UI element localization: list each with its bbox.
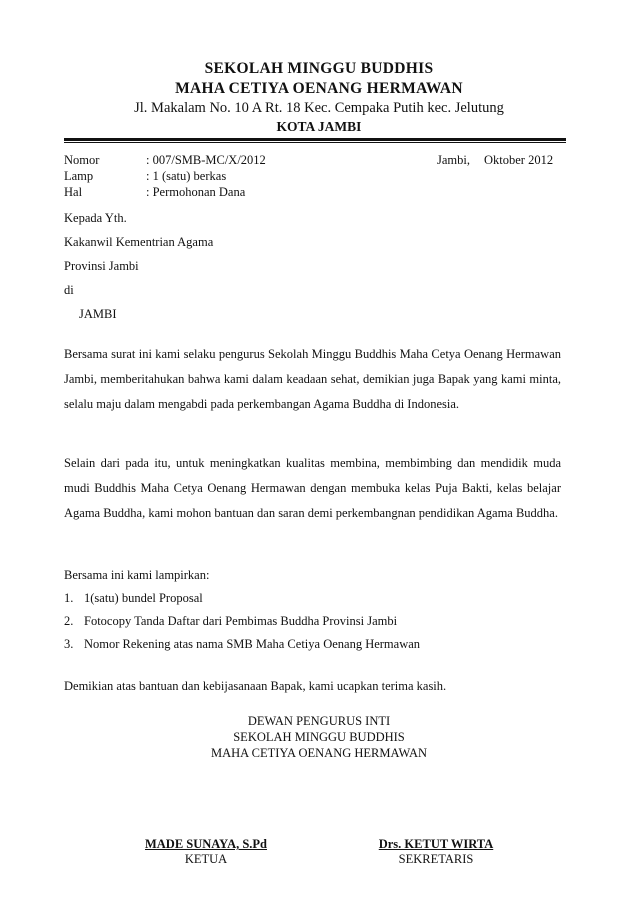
signatory-name: MADE SUNAYA, S.Pd bbox=[144, 837, 268, 851]
attachments-intro: Bersama ini kami lampirkan: bbox=[64, 568, 210, 582]
body-paragraph-1: Bersama surat ini kami selaku pengurus Sekolah Minggu Buddhis Maha Cetya Oenang Hermawan Jambi, memberitahukan bahwa kami dalam keadaan sehat, demikian juga Bapak yang kami minta, selalu maju dalam mengabdi pada perkembangan Agama Buddha di Indonesia. bbox=[64, 347, 561, 411]
attachment-text: 1(satu) bundel Proposal bbox=[84, 591, 203, 605]
letterhead-school: SEKOLAH MINGGU BUDDHIS bbox=[204, 60, 434, 77]
letterhead-temple: MAHA CETIYA OENANG HERMAWAN bbox=[175, 80, 463, 97]
signature-secretary bbox=[326, 837, 546, 867]
attachment-item bbox=[64, 614, 397, 629]
recipient-title: Kakanwil Kementrian Agama bbox=[64, 235, 214, 249]
signatory-role: SEKRETARIS bbox=[398, 852, 474, 866]
board-line-3: MAHA CETIYA OENANG HERMAWAN bbox=[210, 746, 427, 760]
attachment-text: Nomor Rekening atas nama SMB Maha Cetiya Oenang Hermawan bbox=[84, 637, 421, 651]
attachment-item bbox=[64, 591, 203, 606]
date-month-year: Oktober 2012 bbox=[483, 153, 554, 167]
signatory-role: KETUA bbox=[184, 852, 228, 866]
header-rule-thick bbox=[64, 138, 566, 141]
recipient-province: Provinsi Jambi bbox=[64, 259, 139, 273]
signatory-name: Drs. KETUT WIRTA bbox=[378, 837, 494, 851]
meta-label: Hal bbox=[64, 185, 83, 199]
meta-value: : 1 (satu) berkas bbox=[146, 169, 227, 183]
header-rule-thin bbox=[64, 142, 566, 143]
signature-chairman bbox=[96, 837, 316, 867]
meta-value: : 007/SMB-MC/X/2012 bbox=[146, 153, 266, 167]
attachment-item bbox=[64, 637, 420, 652]
letterhead-city: KOTA JAMBI bbox=[276, 119, 362, 134]
body-paragraph-2: Selain dari pada itu, untuk meningkatkan kualitas membina, membimbing dan mendidik muda mudi Buddhis Maha Cetya Oenang Hermawan dengan membuka kelas Puja Bakti, kelas belajar Agama Buddha, kami mohon bantuan dan saran demi perkembangnan pendidikan Agama Buddha. bbox=[64, 456, 561, 520]
board-line-1: DEWAN PENGURUS INTI bbox=[247, 714, 391, 728]
recipient-city: JAMBI bbox=[79, 307, 117, 321]
board-line-2: SEKOLAH MINGGU BUDDHIS bbox=[233, 730, 405, 744]
attachment-number: 1. bbox=[64, 591, 74, 605]
meta-label: Lamp bbox=[64, 169, 94, 183]
meta-value: : Permohonan Dana bbox=[146, 185, 246, 199]
recipient-di: di bbox=[64, 283, 74, 297]
closing-sentence: Demikian atas bantuan dan kebijasanaan Bapak, kami ucapkan terima kasih. bbox=[64, 679, 447, 693]
attachment-number: 2. bbox=[64, 614, 74, 628]
letterhead-address: Jl. Makalam No. 10 A Rt. 18 Kec. Cempaka Putih kec. Jelutung bbox=[134, 100, 504, 116]
attachment-number: 3. bbox=[64, 637, 74, 651]
date-place: Jambi, bbox=[437, 153, 470, 167]
attachment-text: Fotocopy Tanda Daftar dari Pembimas Buddha Provinsi Jambi bbox=[84, 614, 398, 628]
meta-label: Nomor bbox=[64, 153, 100, 167]
letter-date bbox=[437, 153, 553, 168]
recipient-greeting: Kepada Yth. bbox=[64, 211, 127, 225]
